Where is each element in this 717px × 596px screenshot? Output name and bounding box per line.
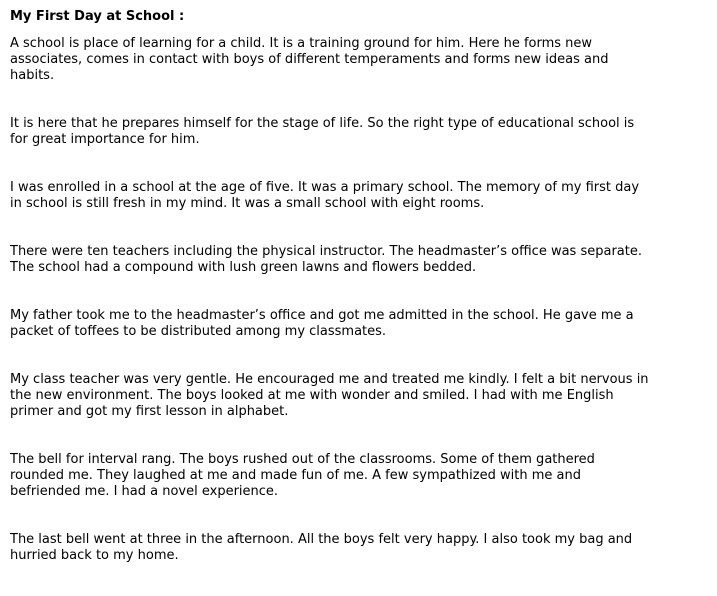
paragraph-4: There were ten teachers including the physical instructor. The headmaster’s office was separate. The school had a compound with lush green lawns and flowers bedded. bbox=[10, 244, 642, 275]
essay bbox=[10, 9, 650, 596]
paragraph-2: It is here that he prepares himself for the stage of life. So the right type of educational school is for great importance for him. bbox=[10, 116, 635, 147]
paragraph-5: My father took me to the headmaster’s office and got me admitted in the school. He gave me a packet of toffees to be distributed among my classmates. bbox=[10, 308, 634, 339]
paragraph-1: A school is place of learning for a child. It is a training ground for him. Here he forms new associates, comes in contact with boys of different temperaments and forms new ideas and habits. bbox=[10, 36, 609, 83]
paragraph-6: My class teacher was very gentle. He encouraged me and treated me kindly. I felt a bit nervous in the new environment. The boys looked at me with wonder and smiled. I had with me English primer and got my first lesson in alphabet. bbox=[10, 372, 649, 419]
paragraph-7: The bell for interval rang. The boys rushed out of the classrooms. Some of them gathered rounded me. They laughed at me and made fun of me. A few sympathized with me and befriended me. I had a novel experience. bbox=[10, 452, 595, 499]
essay-title: My First Day at School : bbox=[10, 9, 185, 24]
paragraph-8: The last bell went at three in the afternoon. All the boys felt very happy. I also took my bag and hurried back to my home. bbox=[10, 532, 633, 563]
paragraph-3: I was enrolled in a school at the age of five. It was a primary school. The memory of my first day in school is still fresh in my mind. It was a small school with eight rooms. bbox=[10, 180, 640, 211]
